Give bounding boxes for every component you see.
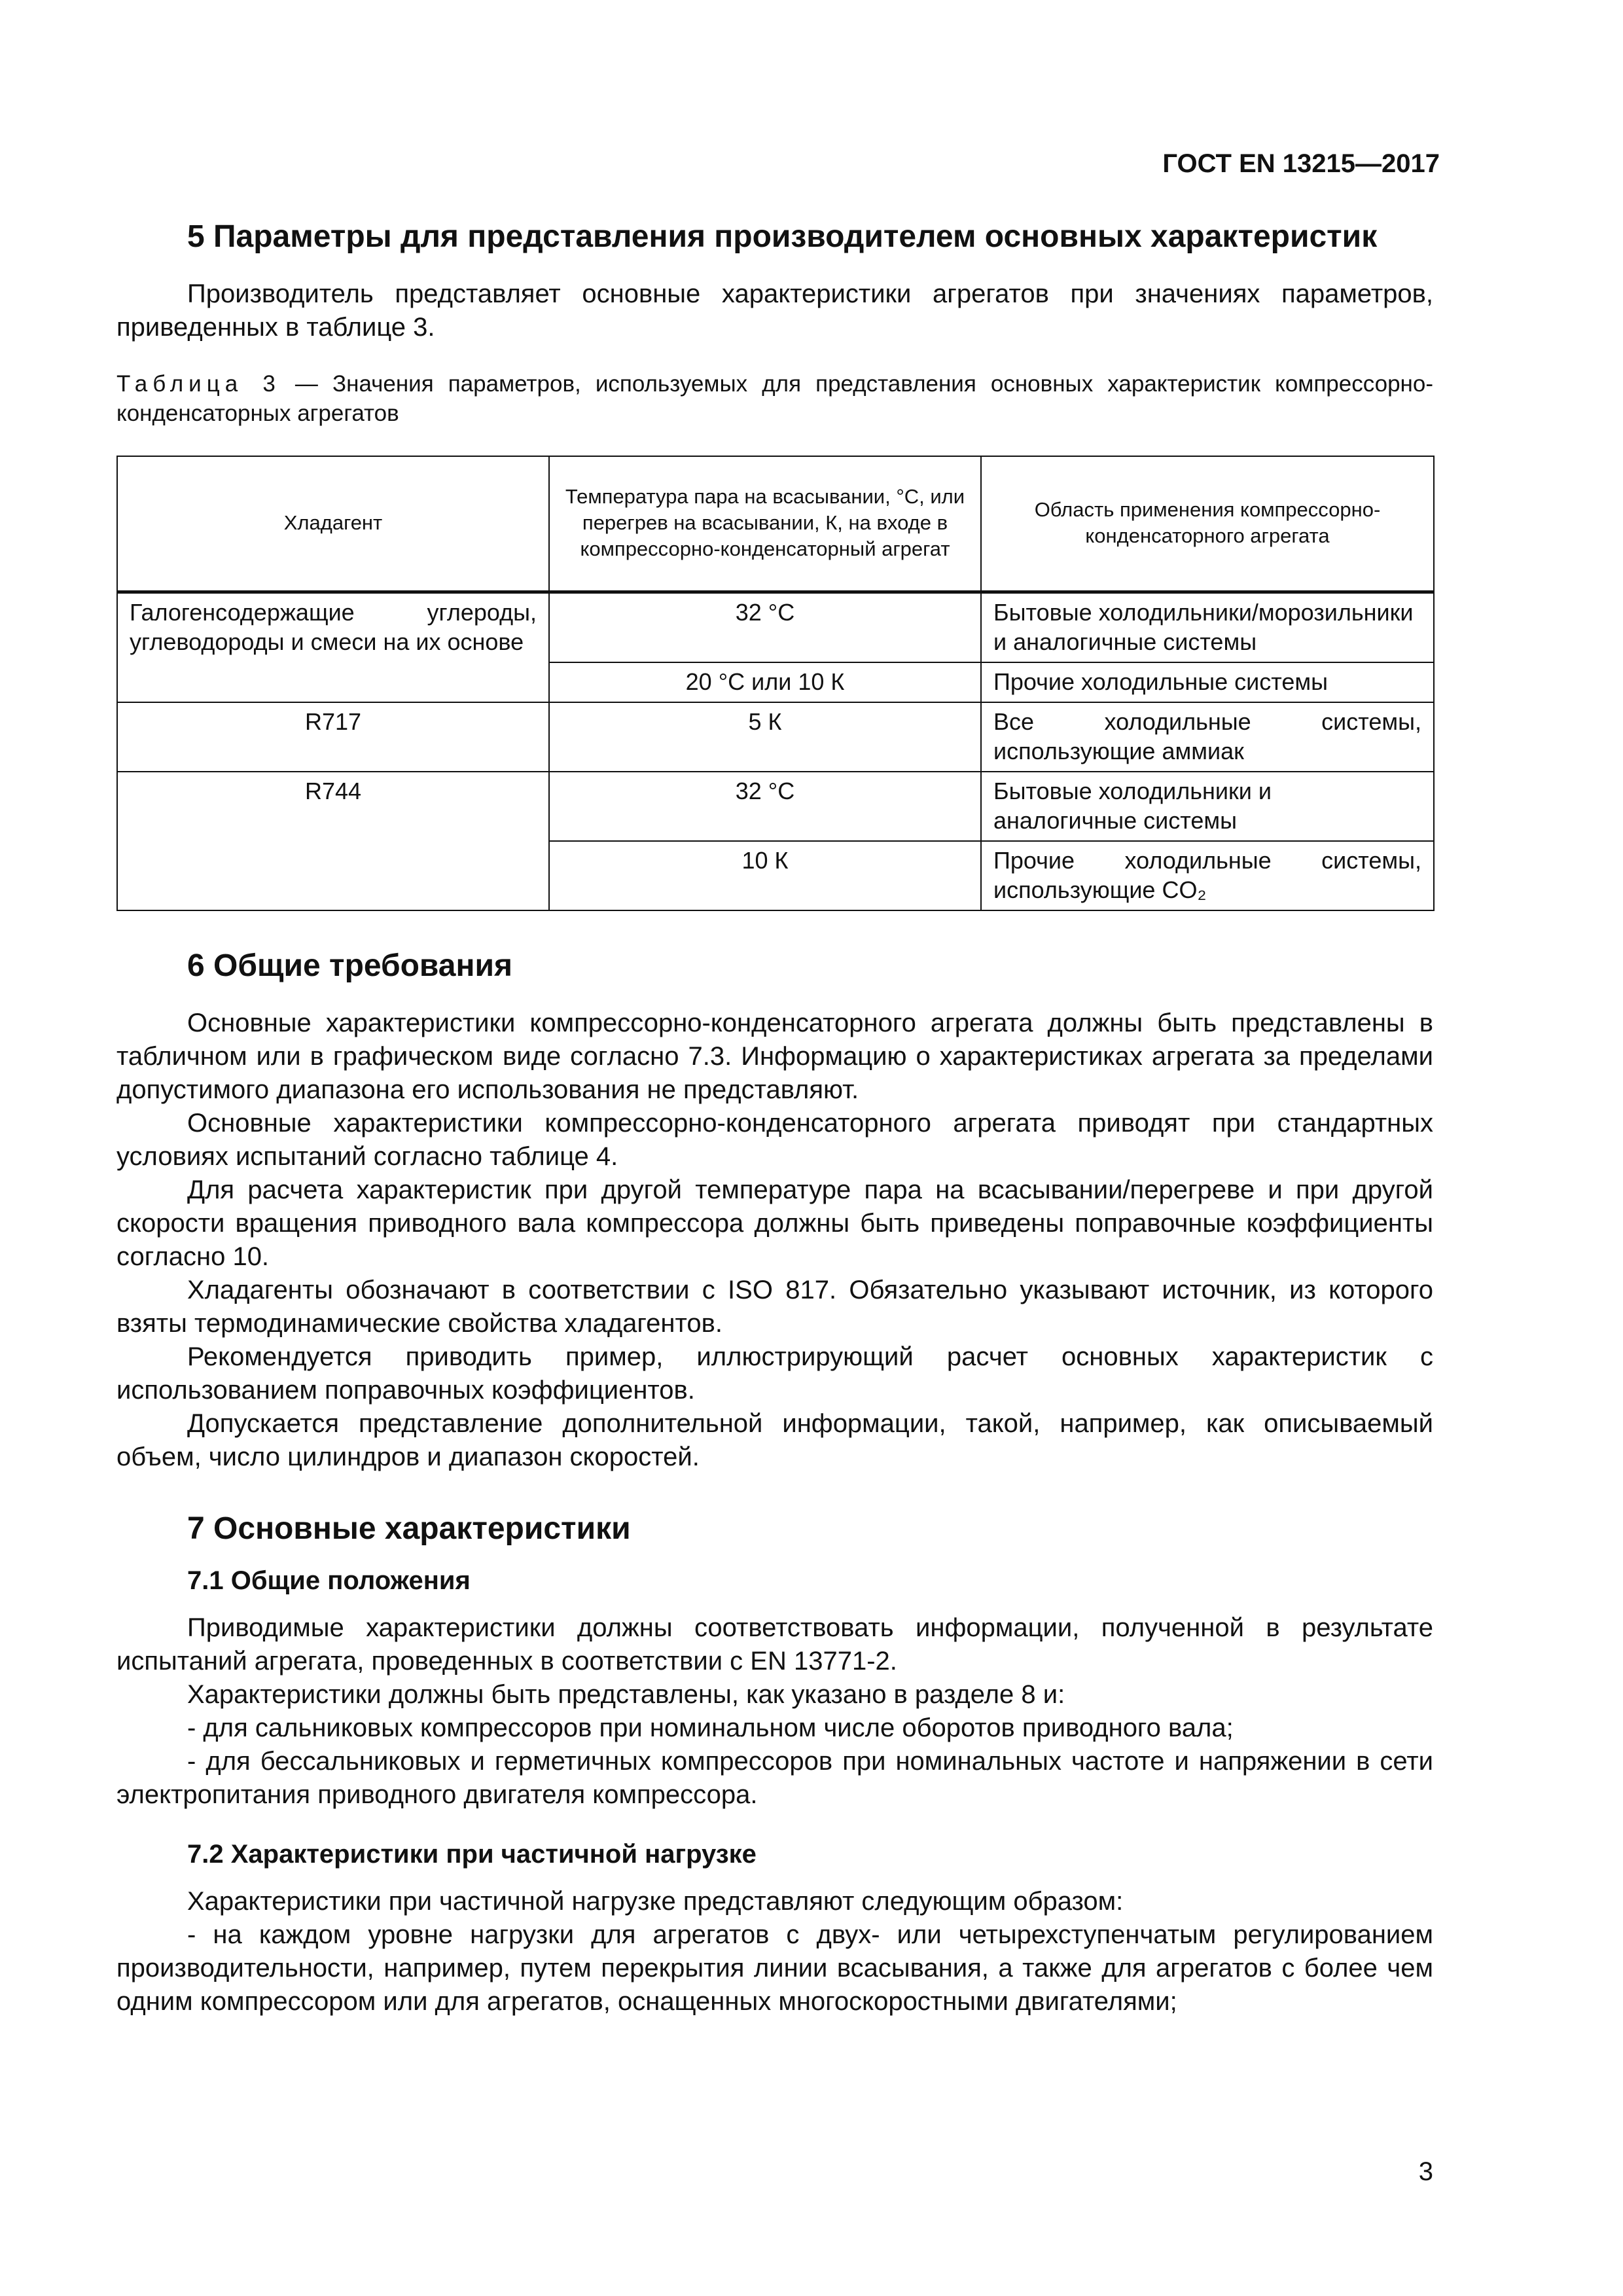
section-6-paragraph: Основные характеристики компрессорно-конденсаторного агрегата приводят при стандартных условиях испытаний согласно таблице 4. (116, 1109, 1433, 1171)
document-id: ГОСТ EN 13215—2017 (1162, 149, 1440, 178)
section-5-title: 5 Параметры для представления производителем основных характеристик (187, 219, 1378, 254)
subsection-7-1-paragraph: - для сальниковых компрессоров при номинальном числе оборотов приводного вала; (187, 1713, 1234, 1742)
cell-application: Все холодильные системы, использующие аммиак (981, 702, 1434, 772)
section-6-title: 6 Общие требования (187, 948, 512, 983)
section-6-paragraph: Рекомендуется приводить пример, иллюстрирующий расчет основных характеристик с использованием поправочных коэффициентов. (116, 1342, 1433, 1405)
table-header-row (117, 456, 1434, 592)
section-5-paragraph: Производитель представляет основные характеристики агрегатов при значениях параметров, приведенных в таблице 3. (116, 279, 1433, 342)
cell-temperature: 5 К (549, 702, 981, 772)
subsection-7-1-paragraph: Характеристики должны быть представлены, как указано в разделе 8 и: (187, 1680, 1065, 1709)
subsection-7-1-title: 7.1 Общие положения (187, 1566, 471, 1595)
cell-application: Бытовые холодильники и аналогичные системы (981, 772, 1434, 841)
cell-refrigerant: R744 (117, 772, 549, 910)
header-refrigerant: Хладагент (117, 456, 549, 592)
cell-refrigerant: Галогенсодержащие углероды, углеводороды и смеси на их основе (117, 592, 549, 703)
subsection-7-2-title: 7.2 Характеристики при частичной нагрузке (187, 1840, 757, 1869)
table-3-caption-text: — Значения параметров, используемых для представления основных характеристик компрессорно-конденсаторных агрегатов (116, 371, 1434, 426)
header-application: Область применения компрессорно-конденсаторного агрегата (981, 456, 1434, 592)
table-3-caption-label: Таблица 3 (116, 371, 281, 397)
table-3 (116, 456, 1435, 911)
header-temperature: Температура пара на всасывании, °С, или перегрев на всасывании, К, на входе в компрессорно-конденсаторный агрегат (549, 456, 981, 592)
section-6-paragraph: Для расчета характеристик при другой температуре пара на всасывании/перегреве и при другой скорости вращения приводного вала компрессора должны быть приведены поправочные коэффициенты согласно 10. (116, 1175, 1433, 1271)
cell-temperature: 32 °С (549, 592, 981, 663)
table-row (117, 592, 1434, 663)
cell-refrigerant: R717 (117, 702, 549, 772)
table-row (117, 702, 1434, 772)
page-content (116, 216, 1433, 2018)
section-6-paragraph: Допускается представление дополнительной информации, такой, например, как описываемый объем, число цилиндров и диапазон скоростей. (116, 1409, 1433, 1471)
subsection-7-1-paragraph: - для бессальниковых и герметичных компрессоров при номинальных частоте и напряжении в сети электропитания приводного двигателя компрессора. (116, 1747, 1433, 1809)
section-6-paragraph: Хладагенты обозначают в соответствии с ISO 817. Обязательно указывают источник, из которого взяты термодинамические свойства хладагентов. (116, 1276, 1433, 1338)
cell-temperature: 20 °С или 10 К (549, 662, 981, 702)
cell-application: Прочие холодильные системы, использующие CO₂ (981, 841, 1434, 910)
table-row (117, 772, 1434, 841)
cell-application: Прочие холодильные системы (981, 662, 1434, 702)
subsection-7-1-paragraph: Приводимые характеристики должны соответствовать информации, полученной в результате испытаний агрегата, проведенных в соответствии с EN 13771-2. (116, 1613, 1433, 1676)
cell-application: Бытовые холодильники/морозильники и аналогичные системы (981, 592, 1434, 663)
table-3-caption (116, 369, 1433, 428)
subsection-7-2-paragraph: - на каждом уровне нагрузки для агрегатов с двух- или четырехступенчатым регулированием производительности, например, путем перекрытия линии всасывания, а также для агрегатов с более чем одним компрессором или для агрегатов, оснащенных многоскоростными двигателями; (116, 1920, 1433, 2016)
page-number: 3 (1418, 2157, 1433, 2186)
cell-temperature: 10 К (549, 841, 981, 910)
section-6-paragraph: Основные характеристики компрессорно-конденсаторного агрегата должны быть представлены в табличном или в графическом виде согласно 7.3. Информацию о характеристиках агрегата за пределами допустимого диапазона его использования не представляют. (116, 1009, 1433, 1104)
cell-temperature: 32 °С (549, 772, 981, 841)
section-7-title: 7 Основные характеристики (187, 1511, 631, 1546)
subsection-7-2-paragraph: Характеристики при частичной нагрузке представляют следующим образом: (187, 1887, 1124, 1916)
